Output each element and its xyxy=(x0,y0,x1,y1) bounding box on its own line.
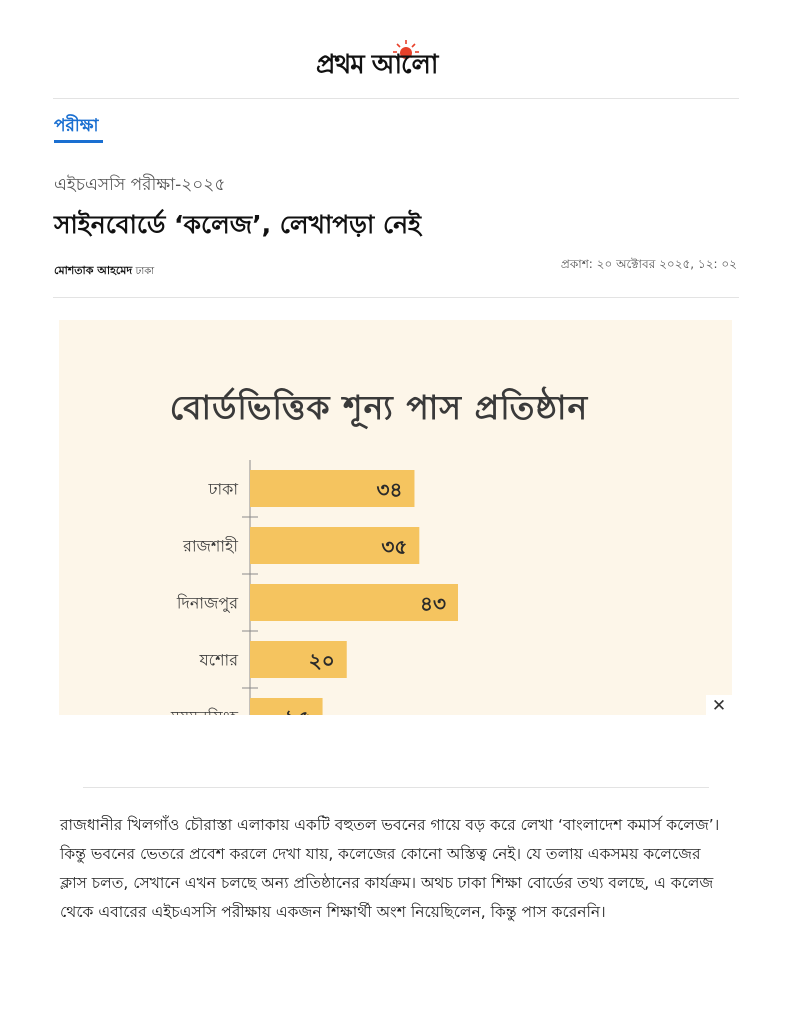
publish-date: প্রকাশ: ২০ অক্টোবর ২০২৫, ১২: ০২ xyxy=(560,257,737,271)
article-body: রাজধানীর খিলগাঁও চৌরাস্তা এলাকায় একটি বহুতল ভবনের গায়ে বড় করে লেখা ‘বাংলাদেশ কমার্স কলেজ’। কিন্তু ভবনের ভেতরে প্রবেশ করলে দেখা যায়, কলেজের কোনো অস্তিত্ব নেই। যে তলায় একসময় কলেজের ক্লাস চলত, সেখানে এখন চলছে অন্য প্রতিষ্ঠানের কার্যক্রম। অথচ ঢাকা শিক্ষা বোর্ডের তথ্য বলছে, এ কলেজ থেকে এবারের এইচএসসি পরীক্ষায় একজন শিক্ষার্থী অংশ নিয়েছিলেন, কিন্তু পাস করেননি। xyxy=(60,816,720,921)
category-label: যশোর xyxy=(199,650,238,670)
category-label: রাজশাহী xyxy=(183,536,238,556)
header-divider xyxy=(53,297,739,298)
bar-value-label: ৩৪ xyxy=(376,477,403,502)
bar-value-label: ২০ xyxy=(308,648,335,673)
infographic xyxy=(59,320,732,715)
section-tag[interactable]: পরীক্ষা xyxy=(54,116,99,136)
site-logo[interactable] xyxy=(316,40,486,80)
article-headline: সাইনবোর্ডে ‘কলেজ’, লেখাপড়া নেই xyxy=(54,210,422,239)
bar-value-label: ৩৫ xyxy=(381,534,408,559)
section-underline xyxy=(54,140,103,143)
category-label: ঢাকা xyxy=(208,479,238,499)
masthead xyxy=(0,30,791,80)
site-logo-text: প্রথম আলো xyxy=(316,50,438,80)
byline xyxy=(54,262,154,281)
article-shoulder[interactable]: এইচএসসি পরীক্ষা-২০২৫ xyxy=(54,175,226,195)
content-divider xyxy=(83,787,709,788)
bar-value-label: ৪৩ xyxy=(420,591,446,616)
ad-strip xyxy=(59,715,732,770)
author-name[interactable]: মোশতাক আহমেদ xyxy=(54,264,133,277)
chart-title: বোর্ডভিত্তিক শূন্য পাস প্রতিষ্ঠান xyxy=(169,388,589,427)
category-label: দিনাজপুর xyxy=(176,593,238,613)
top-divider xyxy=(53,98,739,99)
dateline-location: ঢাকা xyxy=(135,266,155,277)
close-ad-button[interactable]: ✕ xyxy=(706,695,732,719)
bar-chart xyxy=(59,320,732,715)
